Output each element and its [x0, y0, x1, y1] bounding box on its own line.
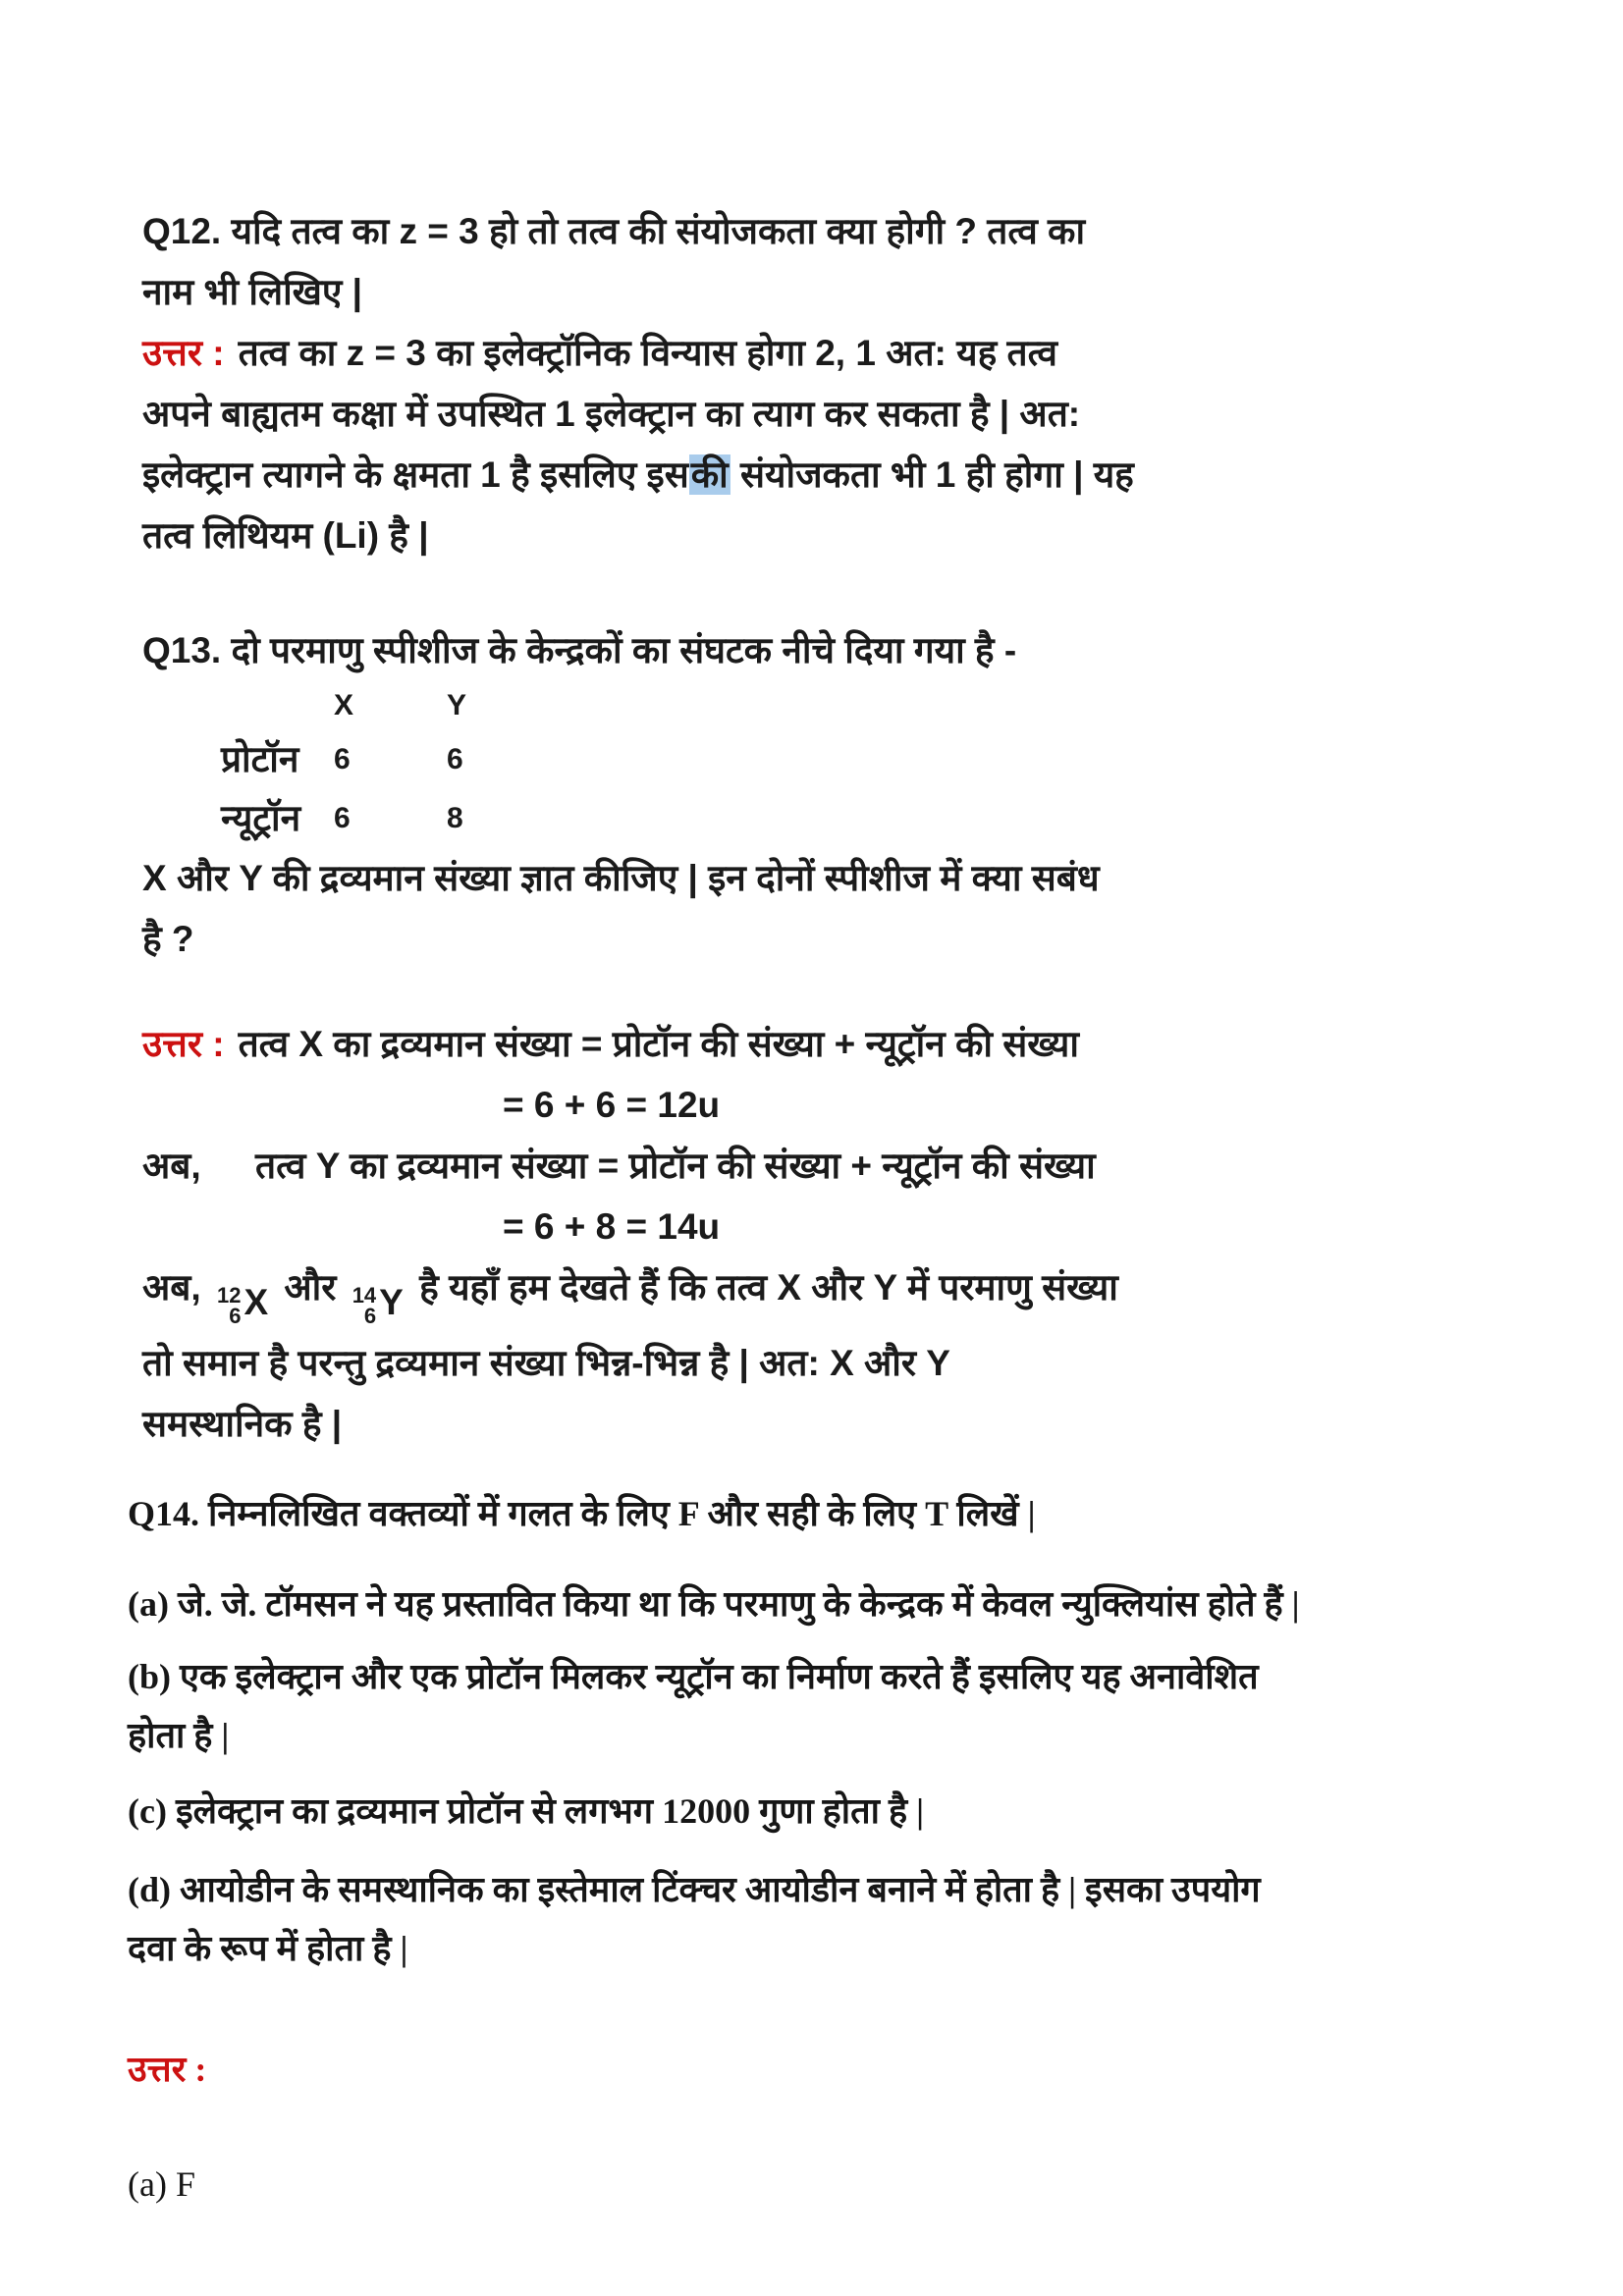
- isotope-y-notation: [352, 1272, 404, 1333]
- q14-section: [0, 1484, 1623, 2214]
- isotope-line-rest: है यहाँ हम देखते हैं कि तत्व X और Y में परमाणु संख्या: [419, 1267, 1118, 1308]
- q14-answer-a: (a) F: [128, 2164, 195, 2204]
- q13-section: [0, 620, 1623, 1455]
- protons-x-value: 6: [334, 743, 351, 775]
- q13-species-table: [142, 681, 1623, 848]
- q13-question-line-2: X और Y की द्रव्यमान संख्या ज्ञात कीजिए | इन दोनों स्पीशीज में क्या सबंध: [142, 858, 1100, 898]
- table-corner-cell: [221, 681, 334, 730]
- isotope-x-mass: 12: [216, 1283, 242, 1308]
- q12-answer-line-3: [142, 445, 1623, 506]
- isotope-line-prefix: अब,: [142, 1267, 201, 1308]
- q12-answer-text-1: तत्व का z = 3 का इलेक्ट्रॉनिक विन्यास होगा 2, 1 अत: यह तत्व: [238, 333, 1058, 373]
- protons-y-value: 6: [447, 743, 463, 775]
- q12-answer-label: उत्तर :: [142, 333, 225, 373]
- q12-question-line-2: नाम भी लिखिए |: [142, 272, 363, 312]
- isotope-y-atomic: 6: [363, 1304, 377, 1328]
- table-row-protons: [221, 730, 1623, 789]
- q14-heading: Q14. निम्नलिखित वक्तव्यों में गलत के लिए F और सही के लिए T लिखें |: [128, 1494, 1036, 1533]
- isotope-y-symbol: Y: [379, 1282, 404, 1322]
- table-header-row: [221, 681, 1623, 730]
- q13-conclusion-line-3: समस्थानिक है |: [142, 1404, 343, 1444]
- table-row-neutrons: [221, 789, 1623, 848]
- q13-answer-x-line: [142, 1014, 1623, 1075]
- neutrons-x-value: 6: [334, 802, 351, 834]
- q14-item-a-line-1: (a) जे. जे. टॉमसन ने यह प्रस्तावित किया था कि परमाणु के केन्द्रक में केवल न्युक्लियांस होते हैं |: [128, 1584, 1300, 1624]
- isotope-x-atomic: 6: [229, 1304, 242, 1328]
- q13-question-line-1: Q13. दो परमाणु स्पीशीज के केन्द्रकों का संघटक नीचे दिया गया है -: [142, 630, 1017, 670]
- text-selection-highlight: की: [690, 454, 729, 495]
- q12-question-line-1: Q12. यदि तत्व का z = 3 हो तो तत्व की संयोजकता क्या होगी ? तत्व का: [142, 211, 1086, 251]
- q14-item-d-line-2: दवा के रूप में होता है |: [128, 1929, 408, 1968]
- q14-item-d: [128, 1860, 1623, 1978]
- q13-answer-label: उत्तर :: [142, 1024, 225, 1064]
- q14-item-c-line-1: (c) इलेक्ट्रान का द्रव्यमान प्रोटॉन से लगभग 12000 गुणा होता है |: [128, 1791, 925, 1831]
- q12-answer-text-3-pre: इलेक्ट्रान त्यागने के क्षमता 1 है इसलिए इस: [142, 454, 689, 495]
- q13-answer-y-line: [142, 1136, 1623, 1197]
- isotope-x-numbers: [217, 1285, 241, 1326]
- q13-conclusion-line-2: तो समान है परन्तु द्रव्यमान संख्या भिन्न-भिन्न है | अत: X और Y: [142, 1343, 950, 1383]
- now-label: अब,: [142, 1146, 201, 1186]
- table-header-x: X: [334, 689, 354, 721]
- q13-isotope-line: [142, 1257, 1623, 1333]
- q12-answer-text-3-post: संयोजकता भी 1 ही होगा | यह: [740, 454, 1134, 495]
- table-header-y: Y: [447, 689, 467, 721]
- q14-item-c: [128, 1782, 1623, 1841]
- isotope-y-numbers: [352, 1285, 376, 1326]
- isotope-y-mass: 14: [352, 1283, 377, 1308]
- q14-item-d-line-1: (d) आयोडीन के समस्थानिक का इस्तेमाल टिंक्चर आयोडीन बनाने में होता है | इसका उपयोग: [128, 1870, 1261, 1909]
- q14-item-b-line-1: (b) एक इलेक्ट्रान और एक प्रोटॉन मिलकर न्यूट्रॉन का निर्माण करते हैं इसलिए यह अनावेशित: [128, 1657, 1259, 1696]
- q13-answer-x-text: तत्व X का द्रव्यमान संख्या = प्रोटॉन की संख्या + न्यूट्रॉन की संख्या: [238, 1024, 1079, 1064]
- q13-question-line-3: है ?: [142, 919, 194, 959]
- isotope-x-symbol: X: [243, 1282, 269, 1322]
- q12-answer-line-4: तत्व लिथियम (Li) है |: [142, 515, 429, 556]
- q14-item-b-line-2: होता है |: [128, 1716, 230, 1755]
- q14-item-a: [128, 1575, 1623, 1633]
- neutrons-y-value: 8: [447, 802, 463, 834]
- q13-answer-y-text: तत्व Y का द्रव्यमान संख्या = प्रोटॉन की संख्या + न्यूट्रॉन की संख्या: [255, 1146, 1096, 1186]
- row-label-neutrons: न्यूट्रॉन: [221, 798, 301, 838]
- row-label-protons: प्रोटॉन: [221, 739, 299, 779]
- isotope-conjunction: और: [284, 1267, 337, 1308]
- q12-answer-line-1: [142, 323, 1623, 384]
- q14-item-b: [128, 1647, 1623, 1765]
- q14-answer-label: उत्तर :: [128, 2050, 207, 2089]
- q13-equation-y: = 6 + 8 = 14u: [503, 1206, 721, 1247]
- q12-answer-line-2: अपने बाह्यतम कक्षा में उपस्थित 1 इलेक्ट्रान का त्याग कर सकता है | अत:: [142, 394, 1081, 434]
- isotope-x-notation: [217, 1272, 268, 1333]
- q13-equation-x: = 6 + 6 = 12u: [503, 1085, 721, 1125]
- q12-section: [0, 0, 1623, 566]
